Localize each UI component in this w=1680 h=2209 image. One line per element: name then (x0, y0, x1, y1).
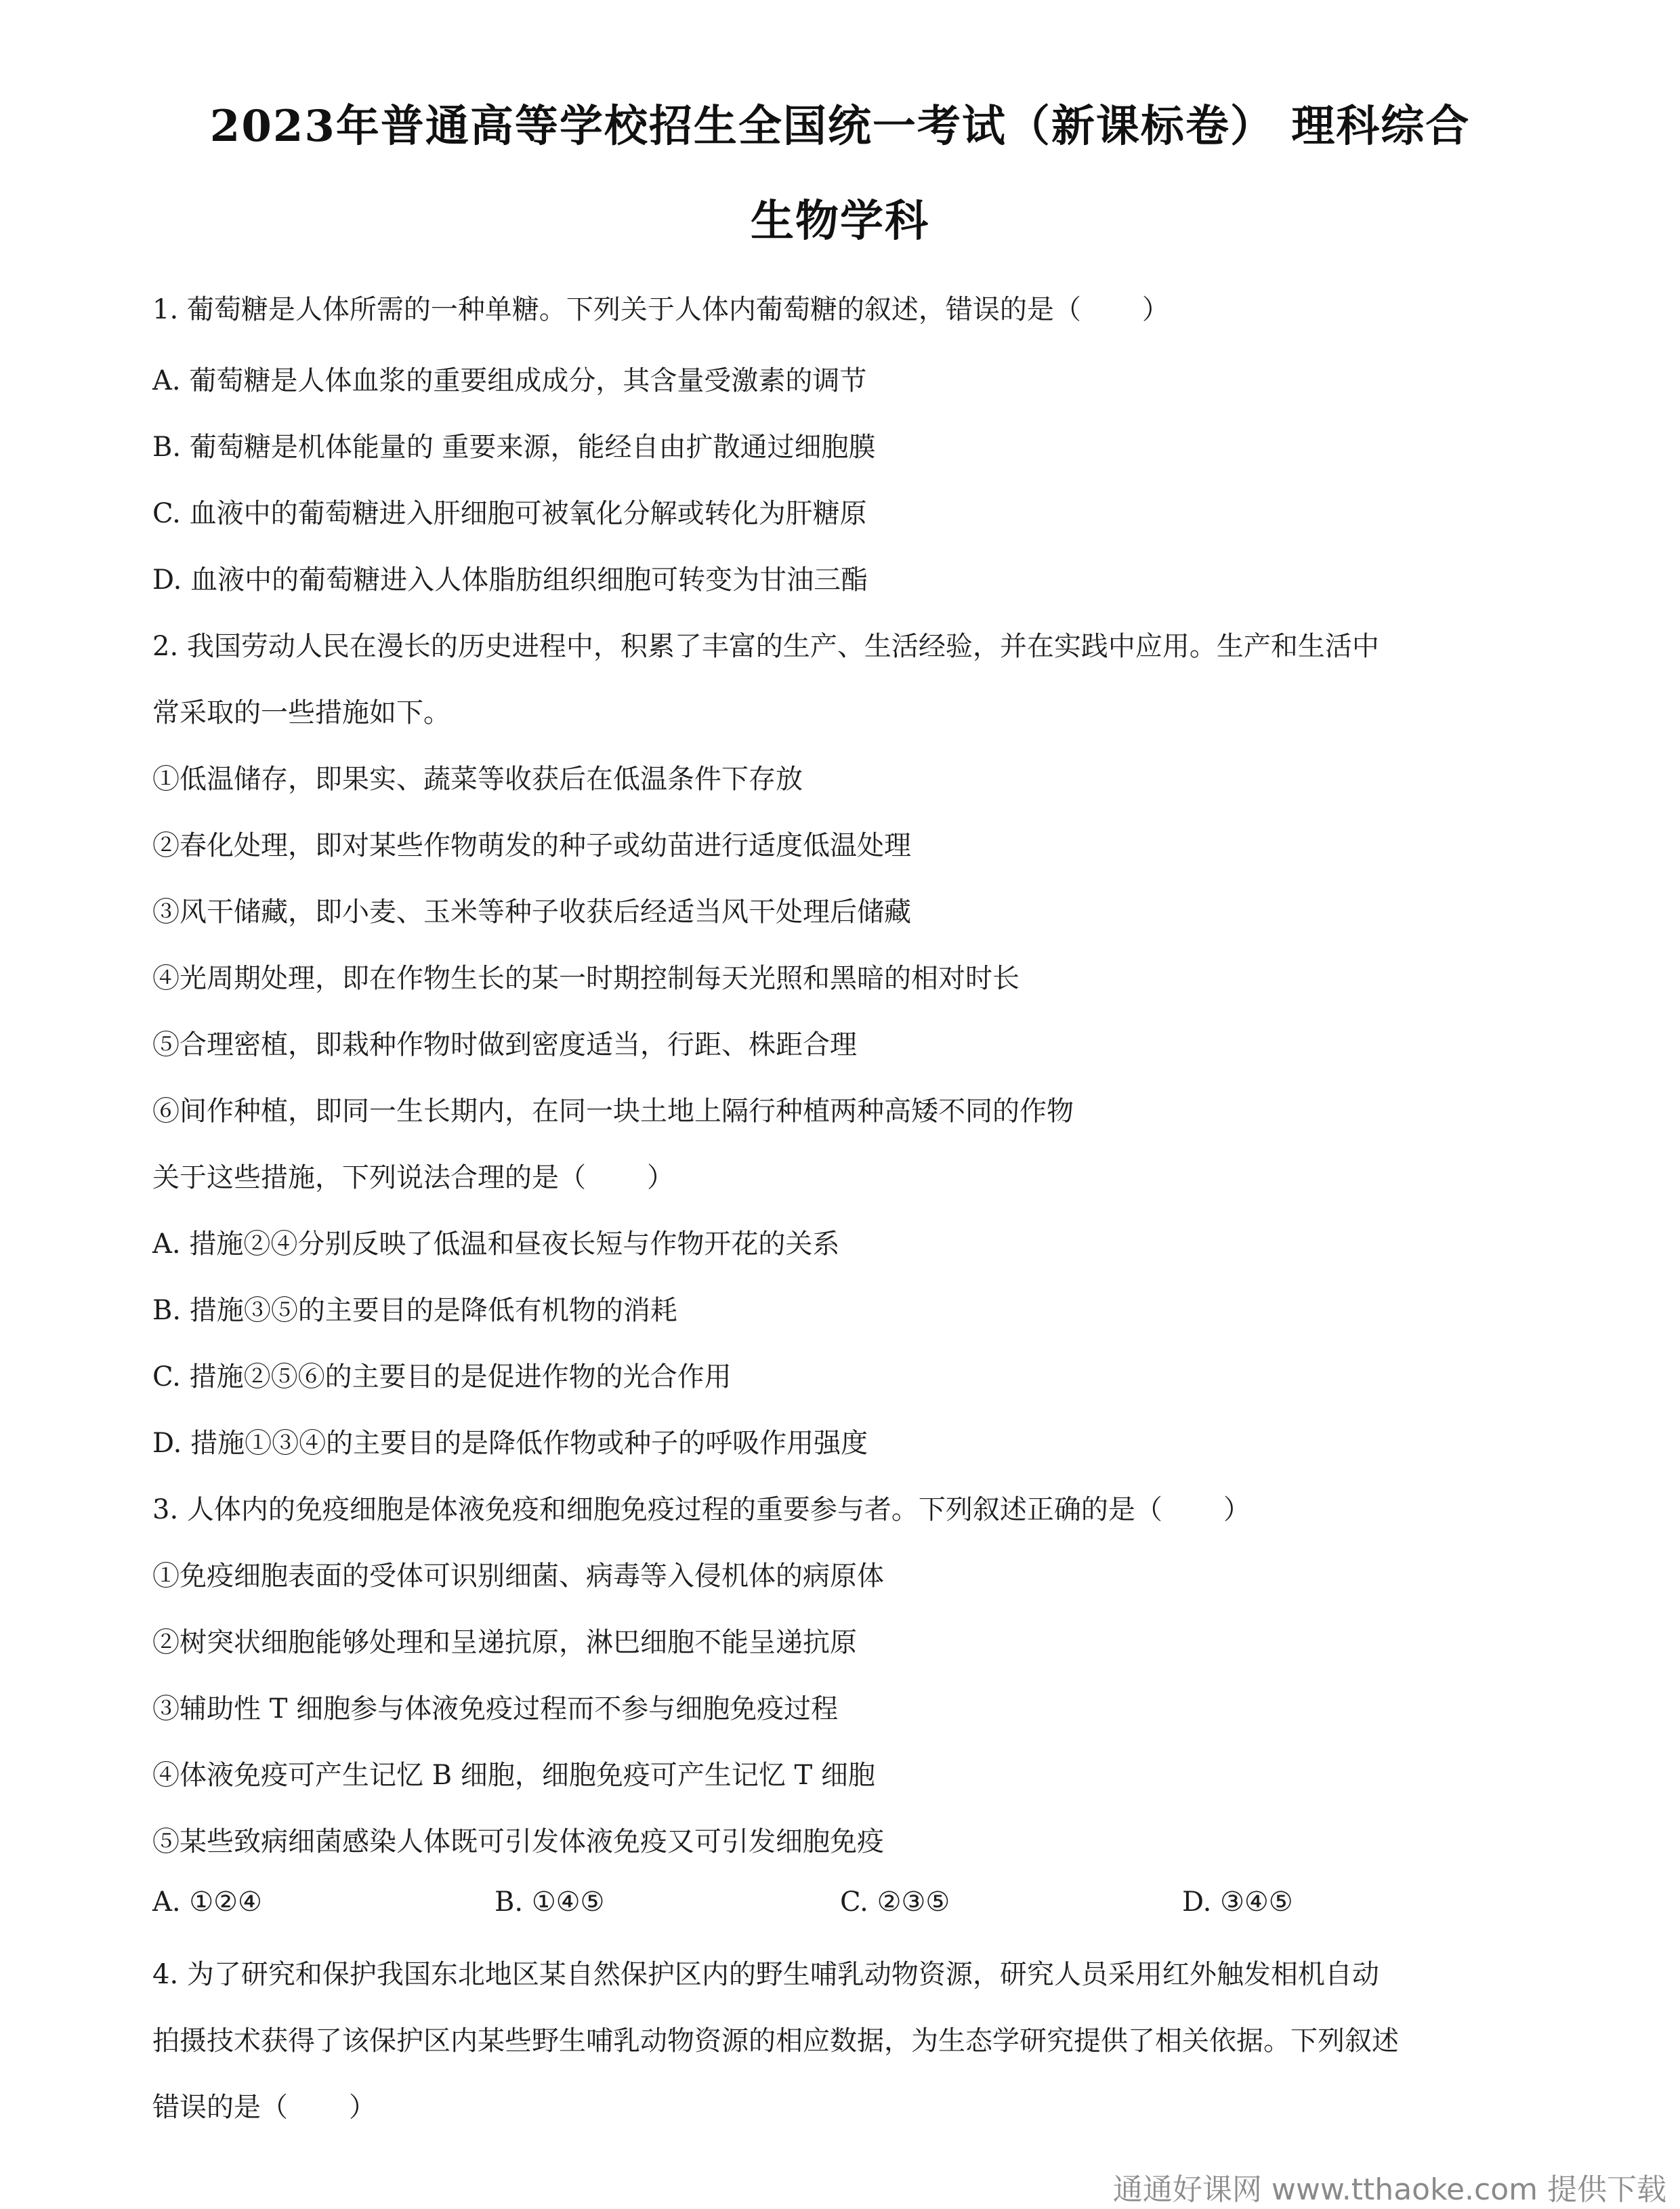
question-2-stem-line-2: 常采取的一些措施如下。 (152, 697, 450, 728)
question-1-option-c: C. 血液中的葡萄糖进入肝细胞可被氧化分解或转化为肝糖原 (152, 498, 867, 529)
question-2-measure-3: ③风干储藏，即小麦、玉米等种子收获后经适当风干处理后储藏 (152, 896, 911, 928)
question-3-statement-2: ②树突状细胞能够处理和呈递抗原，淋巴细胞不能呈递抗原 (152, 1627, 857, 1658)
question-3-option-c: C. ②③⑤ (840, 1886, 950, 1918)
question-2-measure-1: ①低温储存，即果实、蔬菜等收获后在低温条件下存放 (152, 764, 803, 795)
question-2-option-a: A. 措施②④分别反映了低温和昼夜长短与作物开花的关系 (152, 1229, 840, 1260)
question-1-option-b: B. 葡萄糖是机体能量的 重要来源，能经自由扩散通过细胞膜 (152, 432, 876, 463)
exam-subject: 生物学科 (751, 196, 929, 247)
question-2-prompt (152, 1156, 674, 1195)
question-3-statement-5: ⑤某些致病细菌感染人体既可引发体液免疫又可引发细胞免疫 (152, 1826, 884, 1857)
answer-paren-close: ） (1141, 294, 1169, 325)
question-2-measure-4: ④光周期处理，即在作物生长的某一时期控制每天光照和黑暗的相对时长 (152, 963, 1020, 994)
question-4-stem-line-2: 拍摄技术获得了该保护区内某些野生哺乳动物资源的相应数据，为生态学研究提供了相关依据。下列叙述 (152, 2025, 1399, 2057)
question-3-statement-1: ①免疫细胞表面的受体可识别细菌、病毒等入侵机体的病原体 (152, 1561, 884, 1592)
question-1-text: 1. 葡萄糖是人体所需的一种单糖。下列关于人体内葡萄糖的叙述，错误的是（ (152, 294, 1081, 325)
question-2-option-b: B. 措施③⑤的主要目的是降低有机物的消耗 (152, 1295, 677, 1326)
answer-paren-close: ） (1223, 1494, 1251, 1525)
question-1-option-a: A. 葡萄糖是人体血浆的重要组成成分，其含量受激素的调节 (152, 365, 867, 396)
question-4-stem-line-1: 4. 为了研究和保护我国东北地区某自然保护区内的野生哺乳动物资源，研究人员采用红外触发相机自动 (152, 1959, 1379, 1990)
question-4-text: 错误的是（ (152, 2092, 288, 2123)
question-3-option-b: B. ①④⑤ (495, 1886, 605, 1918)
question-3-option-a: A. ①②④ (152, 1886, 262, 1918)
answer-paren-close: ） (647, 1162, 674, 1193)
question-2-option-d: D. 措施①③④的主要目的是降低作物或种子的呼吸作用强度 (152, 1428, 868, 1459)
question-2-measure-6: ⑥间作种植，即同一生长期内，在同一块土地上隔行种植两种高矮不同的作物 (152, 1096, 1074, 1127)
question-3-stem (152, 1488, 1251, 1527)
question-2-measure-5: ⑤合理密植，即栽种作物时做到密度适当，行距、株距合理 (152, 1029, 857, 1060)
exam-title: 2023年普通高等学校招生全国统一考试（新课标卷） 理科综合 (209, 101, 1471, 152)
question-3-option-d: D. ③④⑤ (1182, 1886, 1293, 1918)
question-2-measure-2: ②春化处理，即对某些作物萌发的种子或幼苗进行适度低温处理 (152, 830, 911, 861)
question-1-option-d: D. 血液中的葡萄糖进入人体脂肪组织细胞可转变为甘油三酯 (152, 564, 868, 596)
question-3-statement-3: ③辅助性 T 细胞参与体液免疫过程而不参与细胞免疫过程 (152, 1693, 839, 1725)
source-watermark: 通通好课网 www.tthaoke.com 提供下载 (1112, 2172, 1666, 2207)
question-1-stem (152, 288, 1169, 327)
question-2-option-c: C. 措施②⑤⑥的主要目的是促进作物的光合作用 (152, 1361, 732, 1392)
question-2-stem-line-1: 2. 我国劳动人民在漫长的历史进程中，积累了丰富的生产、生活经验，并在实践中应用。生产和生活中 (152, 631, 1379, 662)
question-2-prompt-text: 关于这些措施，下列说法合理的是（ (152, 1162, 586, 1193)
question-3-text: 3. 人体内的免疫细胞是体液免疫和细胞免疫过程的重要参与者。下列叙述正确的是（ (152, 1494, 1162, 1525)
question-3-statement-4: ④体液免疫可产生记忆 B 细胞，细胞免疫可产生记忆 T 细胞 (152, 1760, 875, 1791)
question-4-stem-line-3 (152, 2086, 376, 2124)
answer-paren-close: ） (349, 2092, 376, 2123)
